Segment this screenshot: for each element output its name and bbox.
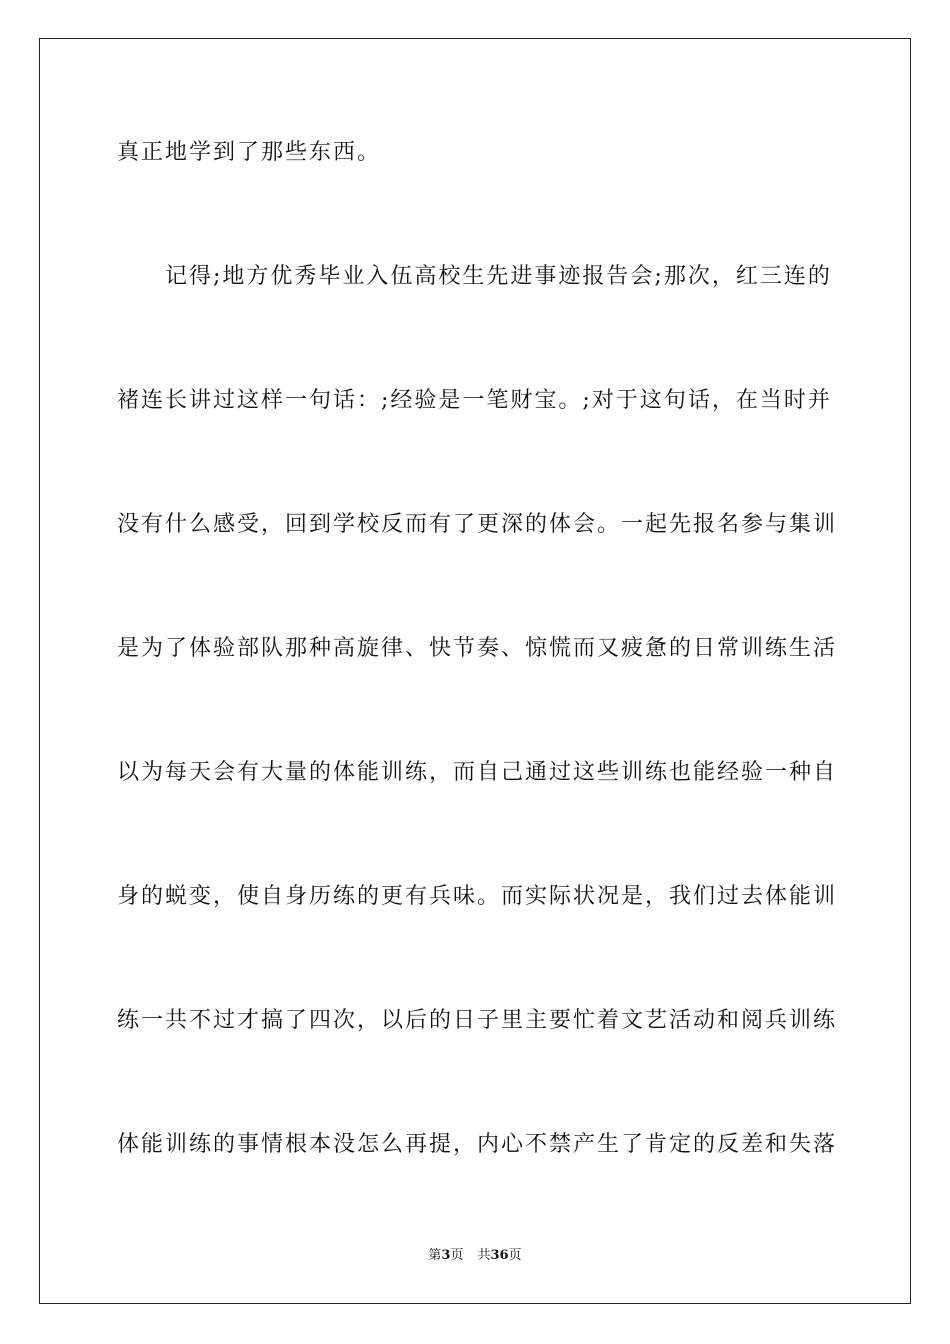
- page-number: 3: [441, 1248, 451, 1263]
- total-pages: 36: [490, 1248, 509, 1263]
- total-suffix: 页: [508, 1248, 522, 1263]
- page-footer: [0, 1247, 950, 1265]
- body-text-line-4: 没有什么感受，回到学校反而有了更深的体会。一起先报名参与集训: [117, 512, 838, 537]
- body-text-line-9: 体能训练的事情根本没怎么再提，内心不禁产生了肯定的反差和失落: [117, 1132, 838, 1157]
- body-text-line-5: 是为了体验部队那种高旋律、快节奏、惊慌而又疲惫的日常训练生活: [117, 636, 838, 661]
- page-border: [39, 38, 911, 1304]
- body-text-line-3: 褚连长讲过这样一句话：;经验是一笔财宝。;对于这句话，在当时并: [117, 388, 832, 413]
- page-suffix: 页: [450, 1248, 464, 1263]
- body-text-line-2: 记得;地方优秀毕业入伍高校生先进事迹报告会;那次，红三连的: [165, 264, 832, 289]
- page-prefix: 第: [428, 1248, 442, 1263]
- total-prefix: 共: [477, 1248, 491, 1263]
- body-text-line-6: 以为每天会有大量的体能训练，而自己通过这些训练也能经验一种自: [117, 760, 838, 785]
- body-text-line-7: 身的蜕变，使自身历练的更有兵味。而实际状况是，我们过去体能训: [117, 884, 838, 909]
- body-text-line-8: 练一共不过才搞了四次，以后的日子里主要忙着文艺活动和阅兵训练: [117, 1008, 838, 1033]
- body-text-line-1: 真正地学到了那些东西。: [117, 140, 382, 165]
